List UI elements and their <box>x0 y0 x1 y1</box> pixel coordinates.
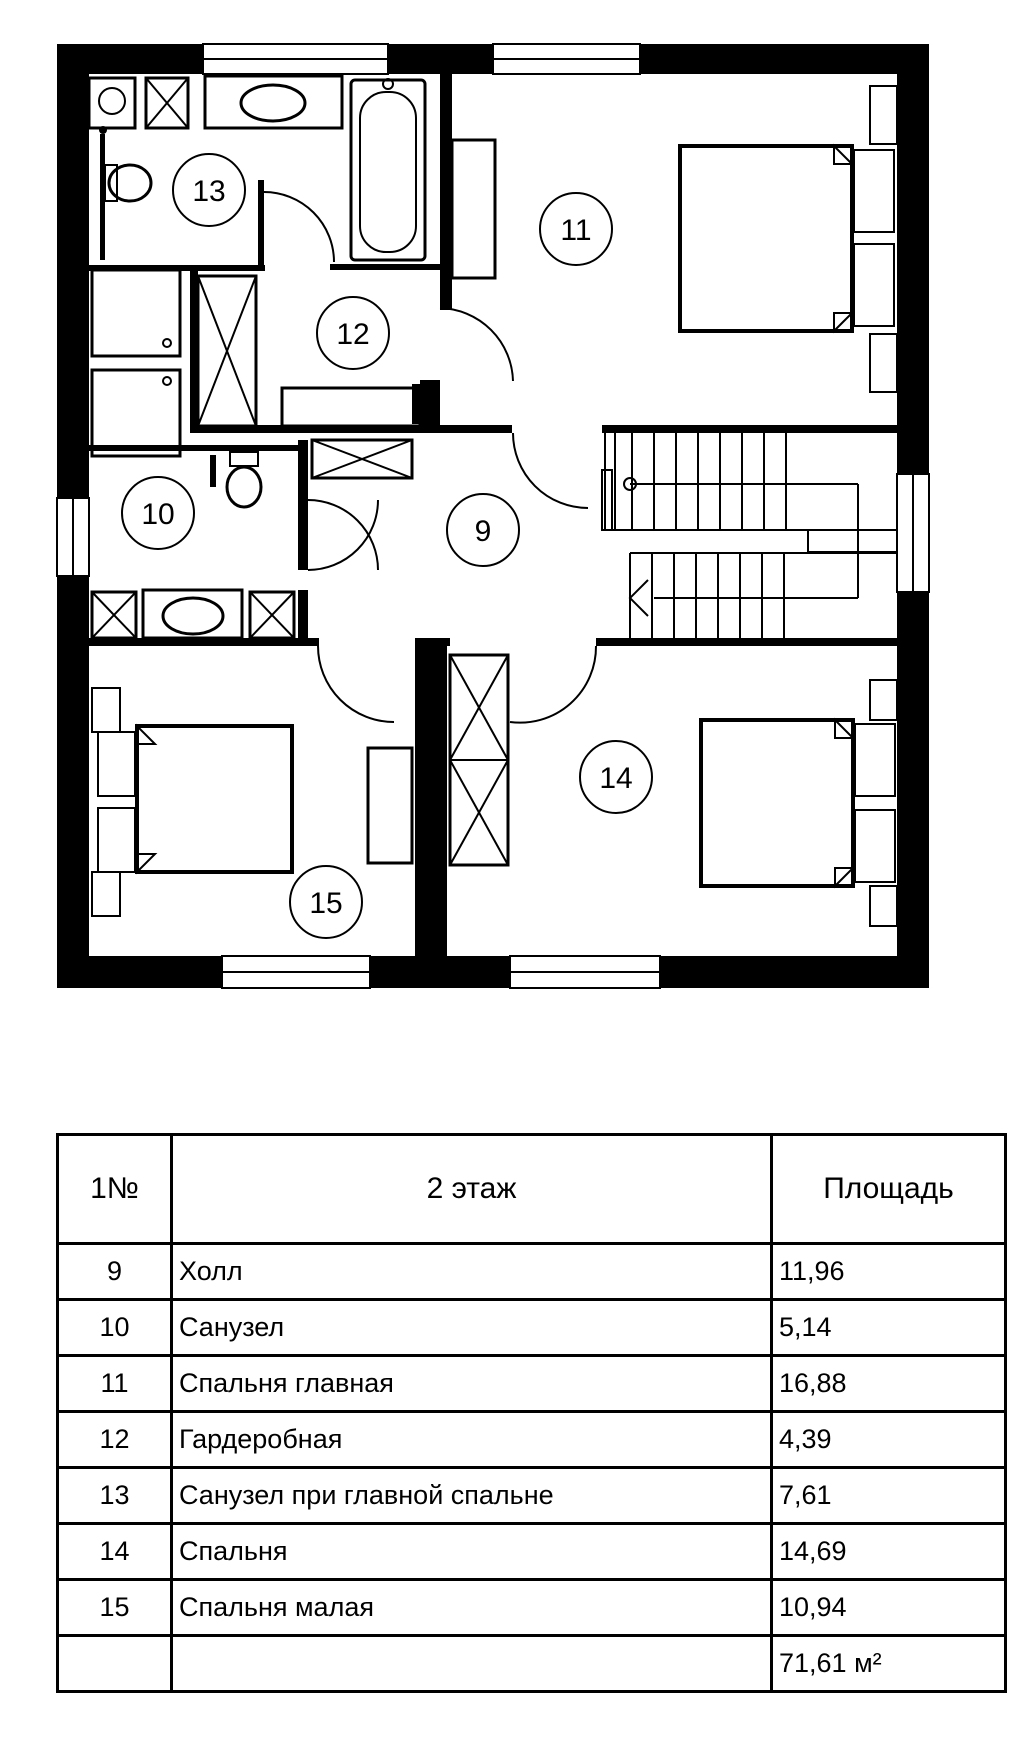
toilet-icon-2 <box>227 467 261 507</box>
cell-number: 9 <box>58 1244 172 1300</box>
room-label-13 <box>173 154 245 226</box>
cell-room-name: Санузел при главной спальне <box>172 1468 772 1524</box>
appliance-icon <box>92 270 180 356</box>
room-area-table <box>56 1133 1007 1693</box>
header-number: 1№ <box>58 1135 172 1244</box>
bed-icon-3 <box>701 720 853 886</box>
bed-icon-2 <box>137 726 292 872</box>
table-row <box>58 1412 1006 1468</box>
cell-number: 11 <box>58 1356 172 1412</box>
staircase <box>602 433 897 638</box>
nightstand-icon-2 <box>870 334 897 392</box>
svg-text:12: 12 <box>336 318 370 351</box>
cell-room-name <box>172 1636 772 1692</box>
room-label-12 <box>317 297 389 369</box>
cell-room-name: Спальня малая <box>172 1580 772 1636</box>
svg-text:14: 14 <box>599 762 633 795</box>
shelf-icon <box>282 388 420 426</box>
pillow-icon-3 <box>98 732 135 796</box>
bedroom-11-furniture <box>452 86 897 392</box>
header-floor: 2 этаж <box>172 1135 772 1244</box>
pillow-icon-4 <box>98 808 135 872</box>
appliance-icon-2 <box>92 370 180 456</box>
cell-room-name: Спальня <box>172 1524 772 1580</box>
bed-icon <box>680 146 852 331</box>
cell-area: 16,88 <box>772 1356 1006 1412</box>
pillow-icon-2 <box>854 244 894 326</box>
table-row <box>58 1524 1006 1580</box>
room-label-14 <box>580 741 652 813</box>
room-label-10 <box>122 477 194 549</box>
room-label-9 <box>447 494 519 566</box>
svg-text:15: 15 <box>309 887 343 920</box>
cell-number: 10 <box>58 1300 172 1356</box>
table-row <box>58 1244 1006 1300</box>
cell-number: 12 <box>58 1412 172 1468</box>
cell-number: 15 <box>58 1580 172 1636</box>
window-bottom-right <box>510 956 660 988</box>
cell-number: 13 <box>58 1468 172 1524</box>
table-row <box>58 1356 1006 1412</box>
toilet-icon <box>109 165 151 201</box>
cell-area: 11,96 <box>772 1244 1006 1300</box>
hall-9-fixtures <box>312 440 412 478</box>
cell-area: 7,61 <box>772 1468 1006 1524</box>
svg-text:13: 13 <box>192 175 226 208</box>
window-bottom-left <box>222 956 370 988</box>
nightstand-icon-4 <box>92 872 120 916</box>
window-top-bedroom <box>493 44 640 74</box>
dresser-icon-2 <box>368 748 412 863</box>
pillow-icon-5 <box>855 724 895 796</box>
room-label-15 <box>290 866 362 938</box>
table-row <box>58 1580 1006 1636</box>
nightstand-icon-6 <box>870 886 897 926</box>
svg-text:11: 11 <box>560 214 592 247</box>
bedroom-14-furniture <box>450 655 897 926</box>
cell-number <box>58 1636 172 1692</box>
table-header-row <box>58 1135 1006 1244</box>
room-labels <box>122 154 652 938</box>
bathroom-13-fixtures <box>89 76 425 260</box>
cell-number: 14 <box>58 1524 172 1580</box>
bedroom-15-furniture <box>92 688 412 916</box>
cell-room-name: Санузел <box>172 1300 772 1356</box>
window-left-bath <box>57 498 89 576</box>
window-top-bath <box>203 44 388 74</box>
cell-room-name: Холл <box>172 1244 772 1300</box>
svg-text:9: 9 <box>474 515 492 548</box>
cell-area: 14,69 <box>772 1524 1006 1580</box>
pillow-icon <box>854 150 894 232</box>
table-row <box>58 1468 1006 1524</box>
nightstand-icon <box>870 86 897 144</box>
cell-room-name: Гардеробная <box>172 1412 772 1468</box>
svg-text:10: 10 <box>141 498 175 531</box>
bathroom-10-fixtures <box>92 452 294 638</box>
cell-area: 5,14 <box>772 1300 1006 1356</box>
table-total-row <box>58 1636 1006 1692</box>
cell-room-name: Спальня главная <box>172 1356 772 1412</box>
dresser-icon <box>452 140 495 278</box>
boiler-icon <box>89 78 135 128</box>
nightstand-icon-3 <box>92 688 120 732</box>
cell-area: 4,39 <box>772 1412 1006 1468</box>
header-area: Площадь <box>772 1135 1006 1244</box>
window-right-stairs <box>897 474 929 592</box>
pillow-icon-6 <box>855 810 895 882</box>
room-label-11 <box>540 193 612 265</box>
nightstand-icon-5 <box>870 680 897 720</box>
table-row <box>58 1300 1006 1356</box>
cell-area: 10,94 <box>772 1580 1006 1636</box>
cell-total-area: 71,61 м² <box>772 1636 1006 1692</box>
